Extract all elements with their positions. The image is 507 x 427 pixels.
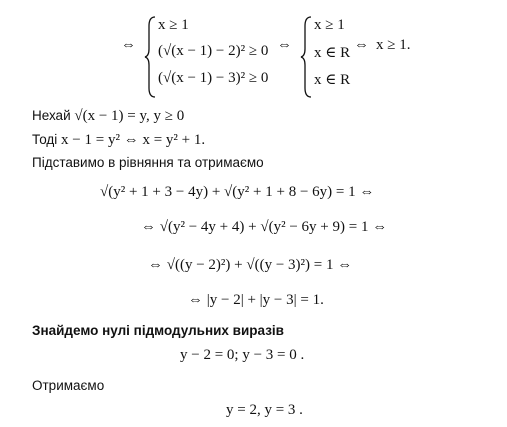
heading-zeros: Знайдемо нулі підмодульних виразів — [32, 323, 284, 338]
zeros-equations: y − 2 = 0; y − 3 = 0 . — [180, 347, 305, 363]
equation-line-3: ⇔ √((y − 2)²) + √((y − 3)²) = 1 ⇔ — [148, 257, 353, 273]
equiv-arrow-1: ⇔ — [121, 37, 136, 53]
system1-row-2: (√(x − 1) − 2)² ≥ 0 — [158, 43, 269, 59]
equiv-arrow-2: ⇔ — [277, 37, 292, 53]
system-result: x ≥ 1. — [376, 37, 411, 53]
instruction-substitute: Підставимо в рівняння та отримаємо — [32, 155, 264, 170]
then-word: Тоді — [32, 132, 58, 147]
system-brace-2 — [300, 16, 314, 98]
equiv-arrow-3: ⇔ — [354, 37, 369, 53]
equation-line-2: ⇔ √(y² − 4y + 4) + √(y² − 6y + 9) = 1 ⇔ — [141, 219, 388, 235]
substitution-expr: √(x − 1) = y, y ≥ 0 — [74, 108, 185, 124]
system2-row-1: x ≥ 1 — [314, 17, 345, 33]
substitution-word: Нехай — [32, 108, 71, 123]
then-expr: x − 1 = y² ⇔ x = y² + 1. — [61, 132, 206, 148]
equation-line-1: √(y² + 1 + 3 − 4y) + √(y² + 1 + 8 − 6y) = 1 ⇔ — [100, 184, 375, 200]
system1-row-1: x ≥ 1 — [158, 17, 189, 33]
obtain-word: Отримаємо — [32, 378, 105, 393]
answer-line: y = 2, y = 3 . — [226, 402, 303, 418]
system2-row-3: x ∈ R — [314, 72, 351, 88]
system1-row-3: (√(x − 1) − 3)² ≥ 0 — [158, 70, 269, 86]
equation-line-4: ⇔ |y − 2| + |y − 3| = 1. — [188, 292, 324, 308]
system2-row-2: x ∈ R — [314, 45, 351, 61]
cropped-previous-line — [0, 0, 507, 4]
system-brace-1 — [144, 16, 158, 98]
then-line — [32, 131, 205, 149]
substitution-line — [32, 107, 184, 125]
